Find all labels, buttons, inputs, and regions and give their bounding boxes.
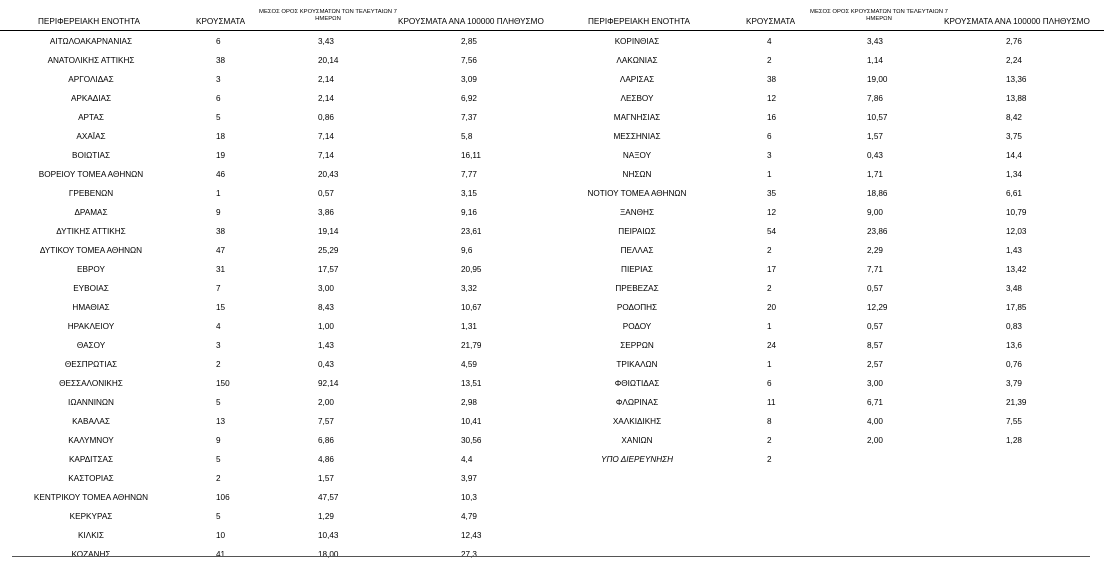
cases-cell: 2 <box>767 436 772 445</box>
per100k-cell: 21,79 <box>461 341 482 350</box>
table-row <box>0 203 556 222</box>
per100k-cell: 6,61 <box>1006 189 1022 198</box>
header-cases: ΚΡΟΥΣΜΑΤΑ <box>196 17 246 26</box>
region-cell: ΧΑΛΚΙΔΙΚΗΣ <box>612 417 662 426</box>
header-avg7: ΜΕΣΟΣ ΟΡΟΣ ΚΡΟΥΣΜΑΤΩΝ ΤΩΝ ΤΕΛΕΥΤΑΙΩΝ 7 ΗΜΕΡΩΝ <box>810 9 948 22</box>
per100k-cell: 3,75 <box>1006 132 1022 141</box>
avg7-cell: 92,14 <box>318 379 339 388</box>
header-region: ΠΕΡΙΦΕΡΕΙΑΚΗ ΕΝΟΤΗΤΑ <box>38 17 140 26</box>
table-row <box>0 488 556 507</box>
cases-cell: 3 <box>216 75 221 84</box>
per100k-cell: 0,76 <box>1006 360 1022 369</box>
region-cell: ΦΘΙΩΤΙΔΑΣ <box>614 379 660 388</box>
per100k-cell: 7,37 <box>461 113 477 122</box>
avg7-cell: 1,14 <box>867 56 883 65</box>
region-cell: ΝΟΤΙΟΥ ΤΟΜΕΑ ΑΘΗΝΩΝ <box>587 189 687 198</box>
cases-cell: 1 <box>767 360 772 369</box>
per100k-cell: 0,83 <box>1006 322 1022 331</box>
avg7-cell: 7,14 <box>318 132 334 141</box>
table-row <box>556 89 1104 108</box>
avg7-cell: 2,14 <box>318 94 334 103</box>
cases-cell: 2 <box>767 56 772 65</box>
region-cell: ΛΕΣΒΟΥ <box>620 94 654 103</box>
avg7-cell: 1,43 <box>318 341 334 350</box>
table-row <box>556 241 1104 260</box>
per100k-cell: 3,15 <box>461 189 477 198</box>
avg7-cell: 1,57 <box>318 474 334 483</box>
table-row <box>556 431 1104 450</box>
avg7-cell: 0,57 <box>867 284 883 293</box>
header-region: ΠΕΡΙΦΕΡΕΙΑΚΗ ΕΝΟΤΗΤΑ <box>588 17 690 26</box>
table-row <box>0 222 556 241</box>
cases-cell: 5 <box>216 455 221 464</box>
avg7-cell: 25,29 <box>318 246 339 255</box>
per100k-cell: 13,6 <box>1006 341 1022 350</box>
table-row <box>556 184 1104 203</box>
avg7-cell: 23,86 <box>867 227 888 236</box>
table-row <box>556 450 1104 469</box>
cases-cell: 6 <box>216 37 221 46</box>
header-cases: ΚΡΟΥΣΜΑΤΑ <box>746 17 796 26</box>
table-row <box>0 127 556 146</box>
cases-cell: 4 <box>216 322 221 331</box>
avg7-cell: 3,43 <box>318 37 334 46</box>
avg7-cell: 1,29 <box>318 512 334 521</box>
cases-cell: 12 <box>767 208 777 217</box>
cases-cell: 2 <box>216 360 221 369</box>
avg7-cell: 8,57 <box>867 341 883 350</box>
table-row <box>0 317 556 336</box>
table-row <box>0 165 556 184</box>
per100k-cell: 12,03 <box>1006 227 1027 236</box>
table-row <box>556 412 1104 431</box>
per100k-cell: 9,16 <box>461 208 477 217</box>
cases-cell: 1 <box>767 170 772 179</box>
table-row <box>556 165 1104 184</box>
avg7-cell: 7,14 <box>318 151 334 160</box>
per100k-cell: 30,56 <box>461 436 482 445</box>
table-row <box>556 298 1104 317</box>
table-row <box>556 51 1104 70</box>
cases-cell: 11 <box>767 398 776 407</box>
table-header <box>556 0 1104 31</box>
table-row <box>556 222 1104 241</box>
region-cell: ΠΕΛΛΑΣ <box>620 246 654 255</box>
region-cell: ΓΡΕΒΕΝΩΝ <box>68 189 114 198</box>
region-cell: ΑΙΤΩΛΟΑΚΑΡΝΑΝΙΑΣ <box>49 37 133 46</box>
avg7-cell: 2,00 <box>318 398 334 407</box>
per100k-cell: 1,28 <box>1006 436 1022 445</box>
avg7-cell: 4,00 <box>867 417 883 426</box>
region-cell: ΚΑΒΑΛΑΣ <box>72 417 110 426</box>
table-row <box>0 469 556 488</box>
header-avg7: ΜΕΣΟΣ ΟΡΟΣ ΚΡΟΥΣΜΑΤΩΝ ΤΩΝ ΤΕΛΕΥΤΑΙΩΝ 7 ΗΜΕΡΩΝ <box>259 9 397 22</box>
table-row <box>556 32 1104 51</box>
avg7-cell: 7,71 <box>867 265 883 274</box>
table-row <box>556 355 1104 374</box>
cases-cell: 9 <box>216 436 221 445</box>
per100k-cell: 10,79 <box>1006 208 1027 217</box>
cases-cell: 20 <box>767 303 777 312</box>
cases-cell: 19 <box>216 151 226 160</box>
table-row <box>0 450 556 469</box>
table-row <box>556 336 1104 355</box>
avg7-cell: 10,43 <box>318 531 339 540</box>
cases-cell: 2 <box>767 455 772 464</box>
cases-cell: 2 <box>767 246 772 255</box>
region-cell: ΒΟΡΕΙΟΥ ΤΟΜΕΑ ΑΘΗΝΩΝ <box>38 170 144 179</box>
per100k-cell: 13,36 <box>1006 75 1027 84</box>
per100k-cell: 16,11 <box>461 151 481 160</box>
region-cell: ΡΟΔΟΥ <box>622 322 652 331</box>
per100k-cell: 10,41 <box>461 417 482 426</box>
table-body <box>0 32 556 564</box>
avg7-cell: 19,14 <box>318 227 339 236</box>
avg7-cell: 19,00 <box>867 75 888 84</box>
avg7-cell: 0,57 <box>867 322 883 331</box>
cases-cell: 2 <box>216 474 221 483</box>
avg7-cell: 0,43 <box>318 360 334 369</box>
per100k-cell: 27,3 <box>461 550 477 559</box>
cases-cell: 38 <box>216 56 226 65</box>
cases-cell: 12 <box>767 94 777 103</box>
region-cell: ΛΑΡΙΣΑΣ <box>619 75 655 84</box>
table-row <box>556 127 1104 146</box>
cases-cell: 13 <box>216 417 226 426</box>
per100k-cell: 8,42 <box>1006 113 1022 122</box>
table-row <box>0 526 556 545</box>
avg7-cell: 2,14 <box>318 75 334 84</box>
avg7-cell: 3,00 <box>318 284 334 293</box>
avg7-cell: 6,86 <box>318 436 334 445</box>
per100k-cell: 7,56 <box>461 56 477 65</box>
avg7-cell: 2,00 <box>867 436 883 445</box>
avg7-cell: 7,57 <box>318 417 334 426</box>
per100k-cell: 10,67 <box>461 303 482 312</box>
region-cell: ΑΧΑΪΑΣ <box>76 132 106 141</box>
region-cell: ΗΜΑΘΙΑΣ <box>72 303 110 312</box>
per100k-cell: 17,85 <box>1006 303 1027 312</box>
region-cell: ΧΑΝΙΩΝ <box>621 436 653 445</box>
per100k-cell: 14,4 <box>1006 151 1022 160</box>
cases-cell: 18 <box>216 132 226 141</box>
table-row <box>0 336 556 355</box>
cases-cell: 8 <box>767 417 772 426</box>
region-cell: ΜΑΓΝΗΣΙΑΣ <box>613 113 661 122</box>
avg7-cell: 47,57 <box>318 493 339 502</box>
table-row <box>0 89 556 108</box>
region-cell: ΚΑΡΔΙΤΣΑΣ <box>68 455 114 464</box>
per100k-cell: 2,98 <box>461 398 477 407</box>
per100k-cell: 6,92 <box>461 94 477 103</box>
table-row <box>0 431 556 450</box>
region-cell: ΠΕΙΡΑΙΩΣ <box>618 227 656 236</box>
table-row <box>0 545 556 564</box>
table-row <box>556 260 1104 279</box>
avg7-cell: 18,86 <box>867 189 888 198</box>
avg7-cell: 8,43 <box>318 303 334 312</box>
per100k-cell: 10,3 <box>461 493 477 502</box>
cases-table-left <box>0 0 556 559</box>
avg7-cell: 6,71 <box>867 398 883 407</box>
per100k-cell: 9,6 <box>461 246 473 255</box>
table-row <box>556 374 1104 393</box>
per100k-cell: 13,51 <box>461 379 482 388</box>
table-row <box>0 507 556 526</box>
per100k-cell: 12,43 <box>461 531 482 540</box>
cases-cell: 1 <box>216 189 221 198</box>
region-cell: ΕΒΡΟΥ <box>77 265 105 274</box>
cases-cell: 17 <box>767 265 777 274</box>
avg7-cell: 1,71 <box>867 170 883 179</box>
avg7-cell: 3,43 <box>867 37 883 46</box>
region-cell: ΒΟΙΩΤΙΑΣ <box>71 151 111 160</box>
region-cell: ΑΝΑΤΟΛΙΚΗΣ ΑΤΤΙΚΗΣ <box>47 56 135 65</box>
table-row <box>0 298 556 317</box>
region-cell: ΠΙΕΡΙΑΣ <box>621 265 653 274</box>
cases-cell: 10 <box>216 531 226 540</box>
table-body <box>556 32 1104 469</box>
avg7-cell: 17,57 <box>318 265 339 274</box>
cases-cell: 54 <box>767 227 777 236</box>
table-row <box>0 393 556 412</box>
region-cell: ΚΟΖΑΝΗΣ <box>71 550 111 559</box>
avg7-cell: 0,86 <box>318 113 334 122</box>
region-cell: ΕΥΒΟΙΑΣ <box>73 284 109 293</box>
table-row <box>556 279 1104 298</box>
avg7-cell: 18,00 <box>318 550 339 559</box>
cases-cell: 16 <box>767 113 777 122</box>
table-row <box>0 70 556 89</box>
region-cell: ΡΟΔΟΠΗΣ <box>616 303 658 312</box>
per100k-cell: 1,31 <box>461 322 477 331</box>
bottom-rule <box>12 556 1090 557</box>
table-row <box>0 51 556 70</box>
header-per100k: ΚΡΟΥΣΜΑΤΑ ΑΝΑ 100000 ΠΛΗΘΥΣΜΟ <box>944 17 1090 26</box>
cases-cell: 5 <box>216 512 221 521</box>
region-cell: ΚΙΛΚΙΣ <box>77 531 104 540</box>
avg7-cell: 4,86 <box>318 455 334 464</box>
cases-table-right <box>556 0 1104 464</box>
avg7-cell: 20,43 <box>318 170 339 179</box>
region-cell: ΘΑΣΟΥ <box>76 341 106 350</box>
table-header <box>0 0 556 31</box>
per100k-cell: 23,61 <box>461 227 482 236</box>
per100k-cell: 2,76 <box>1006 37 1022 46</box>
region-cell: ΘΕΣΣΑΛΟΝΙΚΗΣ <box>59 379 123 388</box>
cases-cell: 7 <box>216 284 221 293</box>
avg7-cell: 1,57 <box>867 132 883 141</box>
table-row <box>0 412 556 431</box>
avg7-cell: 3,86 <box>318 208 334 217</box>
region-cell: ΞΑΝΘΗΣ <box>619 208 655 217</box>
region-cell: ΙΩΑΝΝΙΝΩΝ <box>68 398 114 407</box>
cases-cell: 38 <box>216 227 226 236</box>
per100k-cell: 1,43 <box>1006 246 1022 255</box>
region-cell: ΝΗΣΩΝ <box>622 170 652 179</box>
cases-cell: 5 <box>216 113 221 122</box>
region-cell: ΑΡΓΟΛΙΔΑΣ <box>68 75 114 84</box>
cases-cell: 35 <box>767 189 777 198</box>
region-cell: ΝΑΞΟΥ <box>622 151 652 160</box>
cases-cell: 3 <box>767 151 772 160</box>
per100k-cell: 21,39 <box>1006 398 1027 407</box>
region-cell: ΘΕΣΠΡΩΤΙΑΣ <box>64 360 118 369</box>
cases-cell: 41 <box>216 550 226 559</box>
table-row <box>0 374 556 393</box>
region-cell: ΚΟΡΙΝΘΙΑΣ <box>614 37 660 46</box>
avg7-cell: 2,57 <box>867 360 883 369</box>
cases-cell: 9 <box>216 208 221 217</box>
region-cell: ΥΠΟ ΔΙΕΡΕΥΝΗΣΗ <box>601 455 673 464</box>
per100k-cell: 2,85 <box>461 37 477 46</box>
cases-cell: 150 <box>216 379 230 388</box>
cases-cell: 2 <box>767 284 772 293</box>
avg7-cell: 7,86 <box>867 94 883 103</box>
region-cell: ΣΕΡΡΩΝ <box>620 341 654 350</box>
avg7-cell: 12,29 <box>867 303 888 312</box>
per100k-cell: 7,77 <box>461 170 477 179</box>
region-cell: ΠΡΕΒΕΖΑΣ <box>615 284 659 293</box>
cases-cell: 46 <box>216 170 226 179</box>
table-row <box>556 146 1104 165</box>
region-cell: ΚΑΣΤΟΡΙΑΣ <box>68 474 114 483</box>
avg7-cell: 0,57 <box>318 189 334 198</box>
table-row <box>556 317 1104 336</box>
per100k-cell: 13,42 <box>1006 265 1027 274</box>
avg7-cell: 9,00 <box>867 208 883 217</box>
region-cell: ΦΛΩΡΙΝΑΣ <box>615 398 659 407</box>
per100k-cell: 3,32 <box>461 284 477 293</box>
cases-cell: 6 <box>767 379 772 388</box>
per100k-cell: 4,79 <box>461 512 477 521</box>
cases-cell: 24 <box>767 341 777 350</box>
region-cell: ΔΥΤΙΚΗΣ ΑΤΤΙΚΗΣ <box>56 227 126 236</box>
per100k-cell: 13,88 <box>1006 94 1027 103</box>
per100k-cell: 2,24 <box>1006 56 1022 65</box>
cases-cell: 47 <box>216 246 226 255</box>
table-row <box>556 203 1104 222</box>
per100k-cell: 3,48 <box>1006 284 1022 293</box>
table-row <box>556 70 1104 89</box>
per100k-cell: 5,8 <box>461 132 473 141</box>
region-cell: ΜΕΣΣΗΝΙΑΣ <box>613 132 661 141</box>
table-row <box>556 393 1104 412</box>
per100k-cell: 3,97 <box>461 474 477 483</box>
cases-cell: 4 <box>767 37 772 46</box>
region-cell: ΚΕΡΚΥΡΑΣ <box>69 512 113 521</box>
region-cell: ΑΡΤΑΣ <box>78 113 104 122</box>
cases-cell: 3 <box>216 341 221 350</box>
cases-cell: 31 <box>216 265 226 274</box>
table-row <box>0 279 556 298</box>
per100k-cell: 4,4 <box>461 455 473 464</box>
avg7-cell: 3,00 <box>867 379 883 388</box>
table-row <box>556 108 1104 127</box>
avg7-cell: 1,00 <box>318 322 334 331</box>
avg7-cell: 0,43 <box>867 151 883 160</box>
table-row <box>0 241 556 260</box>
region-cell: ΑΡΚΑΔΙΑΣ <box>70 94 112 103</box>
header-per100k: ΚΡΟΥΣΜΑΤΑ ΑΝΑ 100000 ΠΛΗΘΥΣΜΟ <box>398 17 544 26</box>
per100k-cell: 20,95 <box>461 265 482 274</box>
region-cell: ΔΡΑΜΑΣ <box>74 208 108 217</box>
table-row <box>0 355 556 374</box>
region-cell: ΗΡΑΚΛΕΙΟΥ <box>67 322 115 331</box>
table-row <box>0 146 556 165</box>
region-cell: ΛΑΚΩΝΙΑΣ <box>616 56 658 65</box>
avg7-cell: 20,14 <box>318 56 339 65</box>
cases-cell: 106 <box>216 493 230 502</box>
cases-cell: 1 <box>767 322 772 331</box>
avg7-cell: 2,29 <box>867 246 883 255</box>
region-cell: ΚΑΛΥΜΝΟΥ <box>68 436 114 445</box>
cases-cell: 15 <box>216 303 226 312</box>
cases-cell: 5 <box>216 398 221 407</box>
avg7-cell: 10,57 <box>867 113 888 122</box>
per100k-cell: 3,79 <box>1006 379 1022 388</box>
cases-cell: 6 <box>216 94 221 103</box>
table-row <box>0 32 556 51</box>
table-row <box>0 184 556 203</box>
per100k-cell: 7,55 <box>1006 417 1022 426</box>
region-cell: ΤΡΙΚΑΛΩΝ <box>616 360 658 369</box>
cases-cell: 6 <box>767 132 772 141</box>
table-row <box>0 260 556 279</box>
cases-cell: 38 <box>767 75 777 84</box>
region-cell: ΔΥΤΙΚΟΥ ΤΟΜΕΑ ΑΘΗΝΩΝ <box>39 246 143 255</box>
region-cell: ΚΕΝΤΡΙΚΟΥ ΤΟΜΕΑ ΑΘΗΝΩΝ <box>33 493 149 502</box>
per100k-cell: 3,09 <box>461 75 477 84</box>
per100k-cell: 1,34 <box>1006 170 1022 179</box>
per100k-cell: 4,59 <box>461 360 477 369</box>
table-row <box>0 108 556 127</box>
